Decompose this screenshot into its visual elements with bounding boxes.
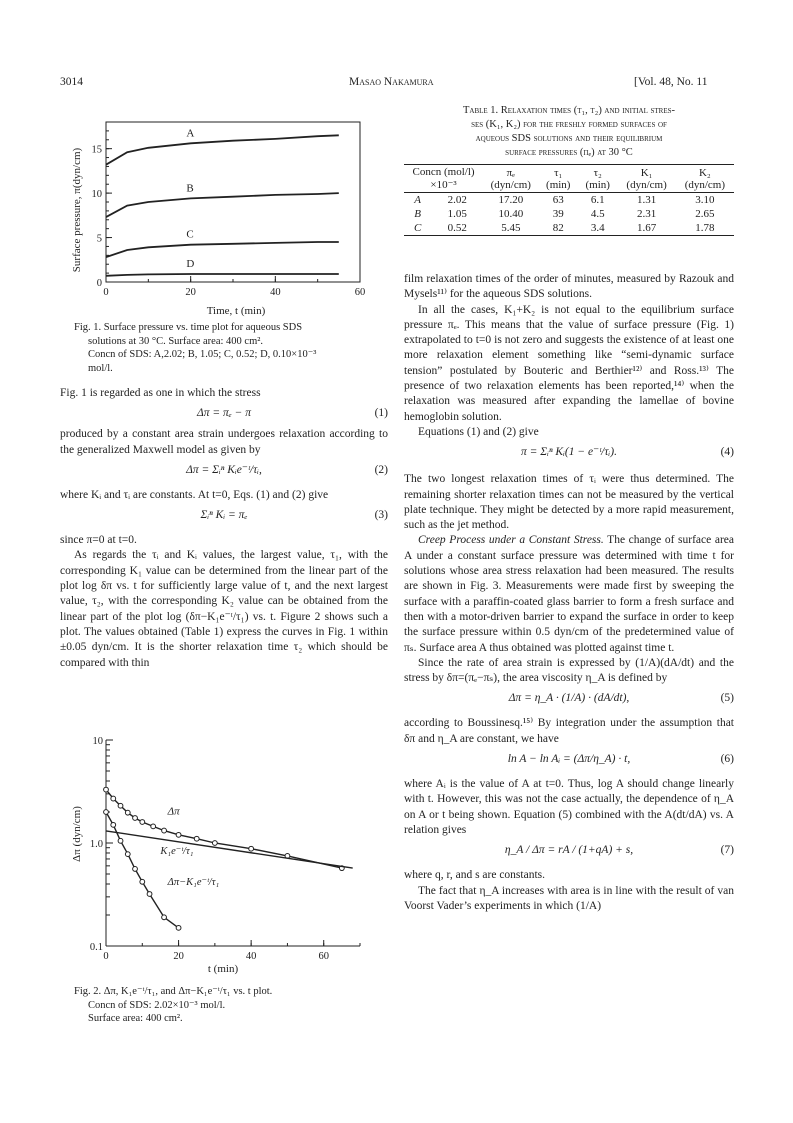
fig2-y-tick-label: 10 bbox=[92, 736, 103, 747]
table-cell: 17.20 bbox=[498, 194, 524, 206]
right-column-text bbox=[404, 272, 734, 914]
equation-2 bbox=[60, 458, 388, 488]
equation-body: η_A / Δπ = rA / (1+qA) + s, bbox=[504, 844, 634, 857]
figure-2-caption bbox=[74, 985, 374, 1026]
fig2-data-point bbox=[111, 796, 116, 801]
equation-body: Σᵢⁿ Kᵢ = πₑ bbox=[200, 509, 248, 522]
table-title-line: Table 1. Relaxation times (τ₁, τ₂) and initial stres- bbox=[462, 105, 676, 116]
table-row bbox=[404, 221, 734, 236]
paragraph: The two longest relaxation times of τᵢ were thus determined. The remaining shorter relaxation times can not be measured by the vertical plate technique. They might be detected by a more rapid measurement, such as the jet method. bbox=[404, 473, 734, 532]
table-1 bbox=[404, 104, 734, 236]
fig1-y-label: Surface pressure, π(dyn/cm) bbox=[71, 147, 83, 273]
table-cell: 1.31 bbox=[636, 194, 657, 206]
equation-body: ln A − ln Aᵢ = (Δπ/η_A) · t, bbox=[507, 753, 631, 766]
table-cell: 0.52 bbox=[447, 222, 467, 234]
fig1-caption-line: mol/l. bbox=[88, 362, 113, 374]
table-cell: 63 bbox=[552, 194, 564, 206]
fig2-data-point bbox=[104, 810, 109, 815]
fig2-data-point bbox=[133, 816, 138, 821]
fig2-series-label: Δπ−K₁e⁻ᵗ/τ₁ bbox=[167, 877, 220, 889]
fig2-series-line bbox=[106, 812, 179, 928]
fig1-y-tick-label: 10 bbox=[91, 189, 102, 201]
table-header-cell: K₁ (dyn/cm) bbox=[626, 166, 667, 191]
fig2-caption-line: Concn of SDS: 2.02×10⁻³ mol/l. bbox=[88, 999, 226, 1011]
paragraph: produced by a constant area strain undergoes relaxation according to the generalized Maxwell model as given by bbox=[60, 428, 388, 456]
paragraph bbox=[404, 533, 734, 655]
fig2-y-tick-label: 0.1 bbox=[89, 942, 103, 953]
fig2-data-point bbox=[133, 867, 138, 872]
fig2-data-point bbox=[176, 832, 181, 837]
fig2-data-point bbox=[176, 925, 181, 930]
fig1-x-tick-label: 60 bbox=[354, 287, 366, 298]
figure-1-chart bbox=[60, 110, 380, 320]
section-heading: Creep Process under a Constant Stress. bbox=[418, 534, 604, 547]
paragraph: since π=0 at t=0. bbox=[60, 534, 137, 547]
table-header-cell: K₂ (dyn/cm) bbox=[684, 166, 726, 191]
fig2-series-label: Δπ bbox=[167, 805, 180, 818]
fig1-series-label: C bbox=[186, 228, 194, 241]
equation-3 bbox=[60, 503, 388, 533]
fig2-data-point bbox=[140, 820, 145, 825]
equation-5 bbox=[404, 686, 734, 716]
equation-number: (6) bbox=[720, 753, 734, 766]
left-column-text bbox=[60, 386, 388, 671]
table-cell: 1.67 bbox=[636, 222, 657, 234]
table-cell: 10.40 bbox=[498, 208, 524, 220]
fig1-y-tick-label: 15 bbox=[91, 144, 102, 156]
table-cell: 3.10 bbox=[695, 194, 715, 206]
fig2-data-point bbox=[147, 892, 152, 897]
fig1-y-tick-label: 5 bbox=[96, 233, 102, 245]
table-header-cell: πₑ (dyn/cm) bbox=[490, 166, 531, 191]
table-cell: 1.78 bbox=[695, 222, 715, 234]
table-1-title bbox=[404, 104, 734, 160]
table-row bbox=[404, 193, 734, 208]
fig1-y-tick-label: 0 bbox=[96, 278, 102, 289]
fig1-series-label: B bbox=[186, 182, 194, 195]
table-cell: 82 bbox=[552, 222, 564, 234]
fig1-caption-line: Concn of SDS: A,2.02; B, 1.05; C, 0.52; D, 0.10×10⁻³ bbox=[88, 349, 317, 360]
fig2-x-tick-label: 20 bbox=[173, 951, 184, 962]
fig2-data-point bbox=[194, 836, 199, 841]
paragraph: Equations (1) and (2) give bbox=[418, 425, 539, 438]
paragraph: Fig. 1 is regarded as one in which the stress bbox=[60, 387, 261, 399]
fig2-data-point bbox=[111, 822, 116, 827]
table-cell: 2.31 bbox=[636, 208, 657, 220]
equation-body: π = Σᵢⁿ Kᵢ(1 − e⁻ᵗ/τᵢ). bbox=[521, 446, 617, 459]
fig1-series-line bbox=[106, 274, 339, 276]
table-cell: 2.65 bbox=[695, 208, 715, 220]
equation-7 bbox=[404, 838, 734, 868]
table-header-cell: τ₂ (min) bbox=[585, 166, 610, 191]
table-title-line: aqueous SDS solutions and their equilibrium bbox=[475, 133, 663, 144]
figure-2-chart bbox=[60, 732, 380, 980]
equation-number: (4) bbox=[720, 446, 734, 459]
equation-number: (1) bbox=[374, 407, 388, 420]
fig2-series-label: K₁e⁻ᵗ/τ₁ bbox=[160, 846, 194, 858]
paragraph: according to Boussinesq.¹⁵⁾ By integration under the assumption that δπ and η_A are constant, we have bbox=[404, 717, 734, 745]
table-cell: C bbox=[414, 222, 422, 234]
page-number: 3014 bbox=[60, 76, 83, 88]
running-author: Masao Nakamura bbox=[349, 76, 434, 88]
paragraph: film relaxation times of the order of minutes, measured by Razouk and Mysels¹¹⁾ for the aqueous SDS solutions. bbox=[404, 273, 734, 301]
equation-number: (2) bbox=[374, 463, 388, 476]
equation-body: Δπ = Σᵢⁿ Kᵢe⁻ᵗ/τᵢ, bbox=[186, 463, 262, 476]
table-header-cell: Concn (mol/l) ×10⁻³ bbox=[412, 166, 475, 191]
equation-body: Δπ = η_A · (1/A) · (dA/dt), bbox=[508, 692, 630, 705]
equation-number: (5) bbox=[720, 692, 734, 705]
fig1-series-line bbox=[106, 242, 339, 257]
fig1-x-tick-label: 0 bbox=[103, 287, 109, 298]
fig2-y-label: Δπ (dyn/cm) bbox=[71, 806, 83, 862]
table-row bbox=[404, 207, 734, 221]
fig2-x-label: t (min) bbox=[207, 963, 239, 975]
fig2-data-point bbox=[162, 828, 167, 833]
fig1-series-line bbox=[106, 135, 339, 164]
paragraph: where q, r, and s are constants. bbox=[404, 869, 546, 882]
table-cell: 3.4 bbox=[590, 222, 605, 234]
relaxation-table bbox=[404, 164, 734, 236]
table-cell: 4.5 bbox=[590, 208, 605, 220]
fig2-data-point bbox=[140, 879, 145, 884]
table-header-row bbox=[404, 165, 734, 193]
paragraph: As regards the τᵢ and Kᵢ values, the largest value, τ₁, with the corresponding K₁ value can be determined from the linear part of the plot log δπ vs. t for sufficiently large value of t, and the next largest value, τ₂, with the corresponding K₂ value can be obtained from the linear part of the plot log (δπ−K₁e⁻ᵗ/τ₁) vs. t. Figure 2 shows such a plot. The values obtained (Table 1) express the curves in Fig. 1 within ±0.05 dyn/cm. It is the shorter relaxation time τ₂ which should be compared with thin bbox=[60, 549, 388, 669]
fig2-caption-line: Fig. 2. Δπ, K₁e⁻ᵗ/τ₁, and Δπ−K₁e⁻ᵗ/τ₁ vs. t plot. bbox=[74, 986, 273, 997]
fig1-caption-line: solutions at 30 °C. Surface area: 400 cm². bbox=[88, 335, 264, 347]
paragraph-body: The change of surface area A under a constant surface pressure was determined with time t for solutions whose area stress relaxation had been measured. The results are shown in Fig. 3. Measurements were made first by sweeping the surface with a paraffin-coated glass barrier to form a fresh surface and then with a motor-driven barrier to expand the surface in order to keep the surface pressure within 0.5 dyn/cm of the predetermined value of πₛ. Surface area A thus obtained was plotted against time t. bbox=[404, 534, 734, 654]
fig2-y-tick-label: 1.0 bbox=[89, 839, 103, 850]
table-cell: 5.45 bbox=[501, 222, 521, 234]
fig2-x-tick-label: 60 bbox=[318, 951, 329, 962]
table-cell: B bbox=[414, 208, 422, 220]
equation-6 bbox=[404, 747, 734, 777]
equation-body: Δπ = πₑ − π bbox=[196, 407, 252, 420]
table-cell: 39 bbox=[552, 208, 564, 220]
paragraph: Since the rate of area strain is expressed by (1/A)(dA/dt) and the stress by δπ=(πₑ−πₛ), the area viscosity η_A is defined by bbox=[404, 656, 734, 685]
fig1-x-label: Time, t (min) bbox=[206, 305, 266, 317]
table-cell: 6.1 bbox=[590, 194, 605, 206]
fig2-data-point bbox=[118, 803, 123, 808]
table-cell: 2.02 bbox=[447, 194, 467, 206]
paragraph: where Kᵢ and τᵢ are constants. At t=0, Eqs. (1) and (2) give bbox=[60, 488, 329, 501]
fig2-data-point bbox=[151, 824, 156, 829]
fig2-data-point bbox=[162, 915, 167, 920]
table-header-cell: τ₁ (min) bbox=[546, 166, 571, 191]
fig1-series-line bbox=[106, 193, 339, 217]
fig2-x-tick-label: 0 bbox=[103, 951, 109, 962]
equation-number: (3) bbox=[374, 509, 388, 522]
table-title-line: surface pressures (πₑ) at 30 °C bbox=[505, 147, 633, 158]
fig2-series-line bbox=[106, 790, 342, 869]
figure-1-caption bbox=[74, 321, 374, 375]
equation-4 bbox=[404, 440, 734, 472]
equation-1 bbox=[60, 401, 388, 427]
fig1-x-tick-label: 20 bbox=[185, 287, 196, 298]
fig1-series-label: D bbox=[186, 258, 195, 270]
paragraph: The fact that η_A increases with area is in line with the result of van Voorst Vader’s experiments in which (1/A) bbox=[404, 884, 734, 912]
fig2-series-line bbox=[106, 831, 353, 868]
table-cell: 1.05 bbox=[447, 208, 467, 220]
fig1-x-tick-label: 40 bbox=[270, 287, 281, 298]
fig2-data-point bbox=[125, 810, 130, 815]
table-title-line: ses (K₁, K₂) for the freshly formed surfaces of bbox=[471, 119, 667, 130]
fig1-series-label: A bbox=[186, 127, 195, 140]
running-journal: [Vol. 48, No. 11 bbox=[634, 76, 708, 88]
fig1-caption-line: Fig. 1. Surface pressure vs. time plot for aqueous SDS bbox=[74, 322, 303, 333]
fig2-data-point bbox=[249, 846, 254, 851]
paragraph: where Aᵢ is the value of A at t=0. Thus, log A should change linearly with t. However, this was not the case actually, the dependence of η_A on A or t being shown. Equation (5) combined with the A(dt/dA) vs. A relation gives bbox=[404, 778, 734, 836]
fig2-data-point bbox=[118, 838, 123, 843]
fig2-caption-line: Surface area: 400 cm². bbox=[88, 1013, 183, 1024]
fig2-data-point bbox=[104, 787, 109, 792]
paragraph: In all the cases, K₁+K₂ is not equal to the equilibrium surface pressure πₑ. This means that the value of surface pressure (Fig. 1) extrapolated to t=0 is not zero and suggests the existence of at least one more relaxation element something like “semi-dynamic surface tension” postulated by Bouteric and Berthier¹²⁾ and Ross.¹³⁾ The presence of two relaxation elements has been reported,¹⁴⁾ when the relaxation was measured after expanding the lamellae of bovine hemoglobin solution. bbox=[404, 303, 734, 423]
fig2-data-point bbox=[125, 852, 130, 857]
fig2-data-point bbox=[212, 841, 217, 846]
fig2-x-tick-label: 40 bbox=[245, 951, 257, 962]
table-cell: A bbox=[414, 194, 422, 206]
equation-number: (7) bbox=[720, 844, 734, 857]
